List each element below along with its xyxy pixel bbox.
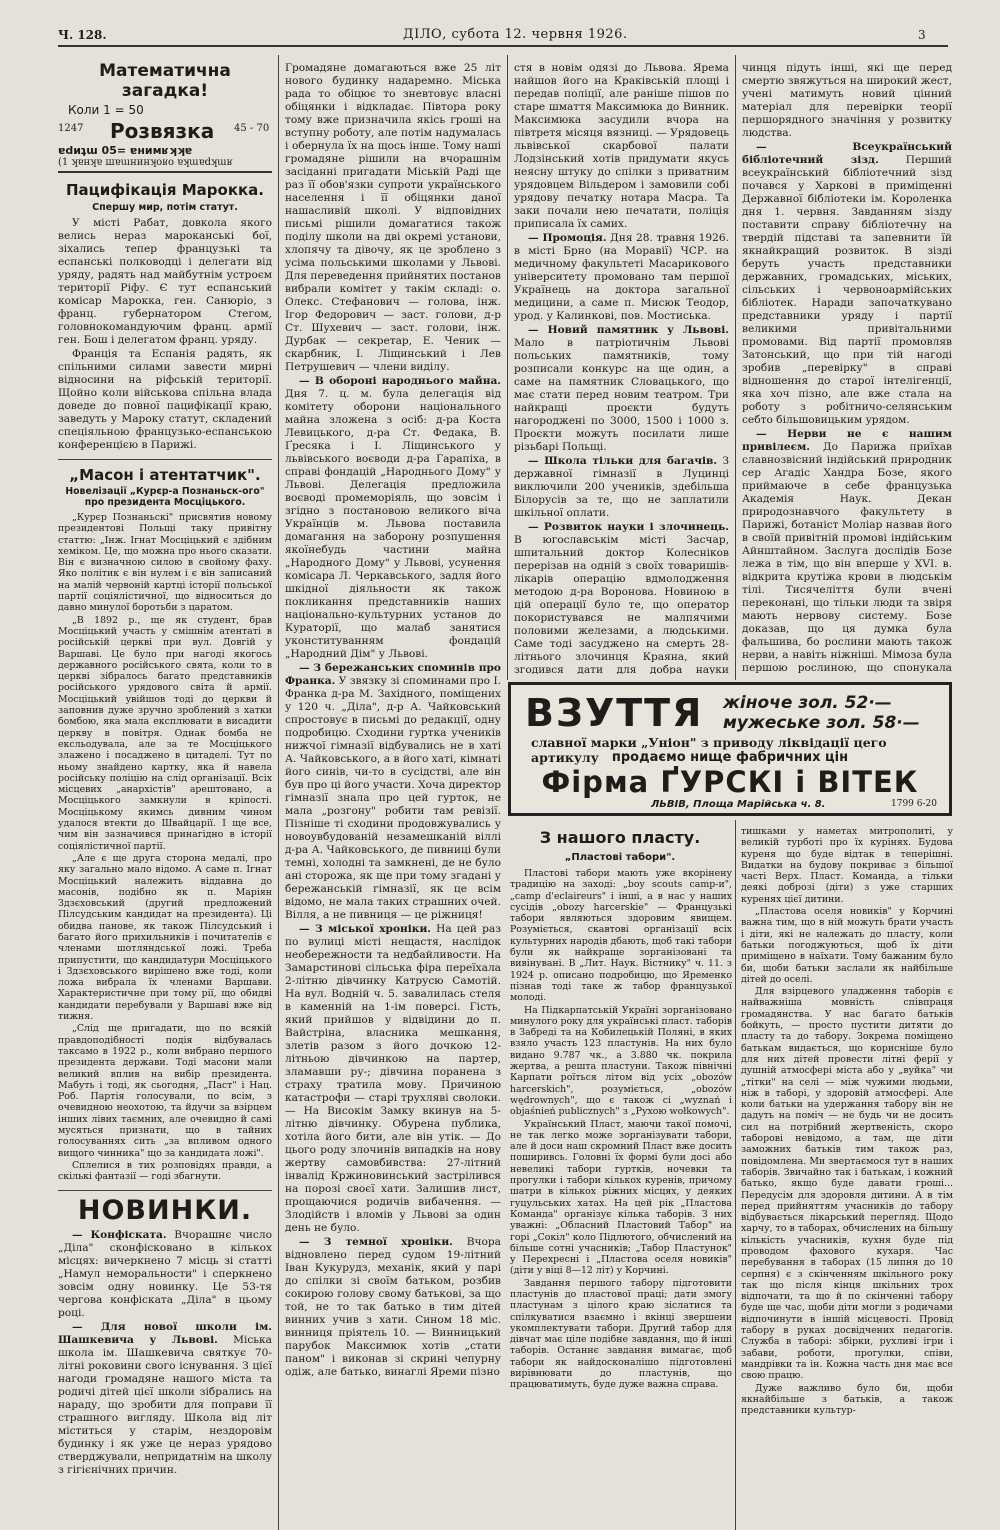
article-body (58, 217, 272, 453)
paragraph: „Пластова оселя новиків" у Корчині важна тим, що в ній можуть брати участь і діти, які не належать до пласту, коли батьки погоджуються, щоб їх діти приміщено в наїхати. Тому бажаним було би, щоби батьки заслали як найбільше дітей до оселі. (741, 906, 953, 985)
subheadline: Спершу мир, потім статут. (92, 202, 238, 213)
paragraph: „В 1892 р., ще як студент, брав Мосціцький участь у смішнім атентаті в російській церкві при вул. Довгій у Варшаві. Це було при нагоді якогось державного російського свята, коли то в церкві зібралось багато представників російського урядового світа й армії. Мосціцький увійшов тоді до церкви й заповнив дуже зручно зроблений з хатки бомбою, яка мала експлювати в висадити церкву в повітря. Однак бомба не ексльодувала, але за те Мосціцького злажено і посаджено в цитаделі. Тут по ньому знайдено картку, яка й навела російську поліцію на слід організації. Всіх місцевих „анархістів" арештовано, а Мосціцького замкнули в кріпості. Мосціцькому якимсь дивним чином удалося втекти до Швайцарії. І ще все, чим він зазначився принагідно в історії соціялістичної партії. (58, 614, 272, 852)
paragraph: На Підкарпатській Україні зорганізовано минулого року для українські пласт. таборів в Забреді та на Кобилецькій Поляні, в яких взяло участь 123 пластунів. На них було видано 9.787 чк., а 3.880 чк. покрила жертва, а решта пластуни. Також північні Карпати роїться літом від усіх „obozów harcerskich", розуміється, „obozów wędrownych", що є також сі „wyznań і objaśnień publicznych" з „Рухою wołkowych". (510, 1004, 732, 1118)
news-head: — Всеукраїнський бібліотечний зізд. (742, 141, 952, 166)
ad-address: ЛЬВІВ, Площа Марійська ч. 8. (651, 799, 826, 810)
paragraph: У звязку зі споминами про І. Франка д-ра М. Західного, поміщених у 120 ч. „Діла", д-р А. Чайковський спростовує в письмі до редакції, одну подробицю. Сходини гуртка учеників нижчої гімназії відбувались не в хаті А. Чайковського, а в його хаті, кімнаті його синів, чи-то в сусідстві, але він був про ці його участи. Хоча директор гімназії знала про цей гурток, не мала „розгону" робити там ревізії. Пізніше ті сходини продовжувались у новоувбудованій незамешканій віллі д-ра А. Чайковського, де пивниці були темні, холодні та замкнені, де не було ані сторожа, як ще при тому згадані у бережанській гімназії, як це всім відомо, не мала таких страшних очей. Вілля, а не пивниця — це ріжниця! (285, 675, 501, 921)
paragraph: Громадяне домагаються вже 25 літ нового будинку надаремно. Міська рада то обіцює то зневтовує власні обіцянки і відкладає. Півтора року тому вже призначила якісь гроші на вступну роботу, але потім надумалась і обернула їх на щось інше. Тому наші громадяне рішили на вчорашнім засіданні пригадати Міській Раді ще раз її обов'язки супроти українського населення і її обіцянки даної нашасливій школі. У відповідних письмі рішили домагатися також поділу школи на дві окремі установи, хлопячу та дівочу, як це зроблено з усіма польськими школами у Львові. Для переведення прийнятих постанов вибрали комітет у такім складі: о. Олекс. Стефанович — голова, інж. Ігор Федорович — заст. голови, д-р Ст. Шухевич — заст. голови, інж. Дурбак — секретар, Е. Ченик — скарбник, І. Ліщинський і Лев Петрушевич — члени виділу. (285, 62, 501, 373)
news-head: — З темної хроніки. (299, 1236, 453, 1248)
article-body (58, 512, 272, 1184)
section-rule (58, 459, 272, 460)
shoe-advertisement (508, 682, 952, 816)
puzzle-right: 45 - 70 (234, 123, 270, 134)
ad-word: ВЗУТТЯ (525, 691, 704, 735)
puzzle-flipped-line: (1 ʞɐнʞɐ шɐɯнинʞоʁо ɐʞɯɐdʞɯʁ (58, 157, 233, 168)
column-3 (514, 62, 729, 674)
puzzle-left: 1247 (58, 123, 84, 134)
issue-number: Ч. 128. (58, 28, 107, 42)
paragraph: На цей раз по вулиці місті нещастя, наслідок необережности та недбайливости. На Замарстинові сільська фіра переїхала 2-літню дівчинку Катрусю Самотій. На вул. Водній ч. 5. завалилась стеля в каменній на 1-ім поверсі. Гість, який прийшов у відвідини до п. Вайстріна, власника мешкання, злетів разом з його дочкою 12-літньою дівчинкою на партер, зламавши ру-; дівчина поранена з страху тратила мову. Причиною катастрофи — старі трухляві сволоки. — На Високім Замку вкинув на 5-літню дівчинку. Обурена публика, хотіла його бити, але він утік. — До цього роду злочинів випадків на нову жертву самовбивства: 27-літний інвалід Кржиновинський застрілився на порозі своєї хати. Залишив лист, прощаючися родичів вибачення. — Злодійств і вломів у Львові за один день не було. (285, 923, 501, 1234)
page-header (58, 24, 948, 46)
masthead: ДІЛО, субота 12. червня 1926. (403, 27, 628, 42)
plast-column-left (510, 868, 732, 1528)
headline: „Масон і атентатчик". (69, 466, 261, 484)
paragraph: Дня 7. ц. м. була делегація від комітету оборони національного майна зложена з осіб: д-ра Коста Левицького, д-ра Ст. Федака, В. Ґресяка і І. Ліщинського у львівського воєводи д-ра Гарапіха, в справі фондацій „Народнього Дому" у Львові. Делегація предложила воєводі промеморіяль, що зовсім і згідно з постановою великого віча Українців м. Львова поставила домагання на заборону розпушення якоїнебудь частини майна „Народного Дому" у Львові, усунення комісара Л. Черкавського, задля його шкідної діяльности як також покликання представників наших національно-культурних установ до Кураторії, що малаб занятися уконституванням фондацій „Народний Дім" у Львові. (285, 388, 501, 660)
paragraph: стя в новім одязі до Львова. Ярема найшов його на Краківській площі і передав поліції, але раніше пішов по старе шмаття Максимюка до Винник. Максимюка засудили вчора на півтретя місяця вязниці. — Урядовець львівської скарбової палати Лодзінський хотів придумати якусь неясну штуку до спілки з приватним урядовцем Вільдером і замовили собі урядову печатку нотара Масра. Та заки почали нею печатати, поліція приписала їх самих. (514, 62, 729, 230)
puzzle-answer: Розвязка (110, 119, 215, 143)
ad-line: славної марки „Уніон" з приводу ліквідації цего артикулу (531, 735, 887, 765)
paragraph: Український Пласт, маючи такої помочі, не так легко може зорганізувати табори, але й доси наш скромний Пласт вже досить поширивсь. Головні їх формі були досі або невеликі табори гуртків, ночевки та прогулки і табори кількох куренів, причому шатри в кількох ріжних місцях, у деяких гуцульських хатах. На цей рік „Пластова Команда" організує кілька таборів. З них уважні: „Обласний Пластовий Табор" на горі „Сокіл" коло Підлютого, обчислений на більше сотні учасників; „Табор Пластунок" у Перехресні і „Пластова оселя новиків" (діти у віці 8—12 літ) у Корчині. (510, 1118, 732, 1277)
section-title-news: НОВИНКИ. (77, 1194, 253, 1226)
plast-column-right (741, 826, 953, 1528)
paragraph: „Слід ще пригадати, що по всякій правдоподібності подія відбувалась таксамо в 1922 р., коли вибрано першого президента держави. Тоді масони мали великий вплив на вибір президента. Мабуть і тоді, як сьогодня, „Паст" і Нац. Роб. Партія голосували, по всім, з очевидною неохотою, та йдучи за взірцем інших лівих таємних, але очевидно й самі мусяться признати, що в тайних голосуваннях сить „за впливом одного вищого чинника" що за кандидата ложі". (58, 1023, 272, 1159)
ad-line: продаємо нище фабричних цін (611, 750, 849, 765)
paragraph: Пластові табори мають уже вкорінену традицію на заході: „boy scouts camp-и", „camp d'eclaireurs" і інші, а в нас у наших сусідів „obozy harcerskie" — Французькі табори являються здоровим явищем. Розуміється, скавтові організації всіх культурних народів дбають, щоб такі табори були як найкраще зорганізовані та вивінувані. В „Лит. Наук. Вістнику" ч. 11. з 1924 р. описано подробицю, що Яременко пізнав тоді таке ж табор французької молоді. (510, 868, 732, 1004)
paragraph: „Але є ще друга сторона медалі, про яку загально мало відомо. А саме п. Ігнат Мосціцький належить віддавна до масонів, подібно як п. Маріян Здзєховський (другий предложений Пілсудським кандидат на президента). Ці обидва панове, як також Пілсудський і багато його прихильників і почитателів є членами шотляндської ложі. Треба припустити, що кандидатури Мосціцького і Здзєховського вирішено вже тоді, коли ложа вибрала їх членами Варшави. Характеристичне при тому рії, що обидві кандидати перебували у Варшаві вже від тижня. (58, 852, 272, 1023)
news-head: — Конфіската. (72, 1228, 167, 1241)
news-head: — Нерви не є нашим привілеєм. (742, 428, 952, 453)
column-4 (742, 62, 952, 674)
paragraph: тишками у наметах митрополиті, у великій турботі про їх курінях. Будова куреня що буде відтак в теперішні. Видатки на будову покриває з більшої часті Верх. Пласт. Команда, а тільки деякі доброзі (діти) з уже старших куренях цієї дитини. (741, 826, 953, 905)
news-head: — Для нової школи ім. Шашкевича у Львові. (58, 1320, 272, 1346)
news-head: — З міської хроніки. (299, 923, 431, 935)
puzzle-answer-row (58, 119, 272, 141)
paragraph: Франція та Еспанія радять, як спільними силами завести мирні відносини на ріфській території. Щойно коли військова спільна влада доведе до повної пацифікації краю, заведуть у Мароку статут, складений спеціяльною французько-еспанською конференцією в Парижі. (58, 348, 272, 451)
paragraph: чинця підуть інші, які ще перед смертю звяжуться на широкий жест, учені матимуть новий цінний матеріал для перевірки теорії першорядного значіння у розвитку людства. (742, 62, 952, 139)
paragraph: Дуже важливо було би, щоби якнайбільше з батьків, а також представники культур- (741, 1382, 953, 1417)
paragraph: Сплелися в тих розповідях правди, а скількі фантазії — годі збагнути. (58, 1159, 272, 1183)
column-divider (735, 820, 736, 1530)
news-head: — Новий памятник у Львові. (528, 324, 729, 336)
column-divider (278, 55, 279, 1530)
headline: Пацифікація Марокка. (65, 181, 265, 199)
column-1 (58, 55, 272, 1530)
news-head: — З бережанських споминів про Франка. (285, 662, 501, 687)
plast-title: З нашого пласту. (539, 828, 701, 847)
section-rule (58, 1190, 272, 1191)
paragraph: Дня 28. травня 1926. в місті Брно (на Моравії) ЧСР. на медичному факультеті Масарикового університету промовано там першої Українець на доктора загальної медицини, а саме п. Мисюк Теодор, урод. у Калинкові, пов. Мостиська. (514, 232, 729, 322)
column-divider (735, 55, 736, 680)
puzzle-title: Математична загадка! (99, 61, 231, 101)
paragraph: Вчорашнє число „Діла" сконфісковано в кількох місцях: вичеркнено 7 місць зі статті „Намул неморальности" і сперкнено зовсім одну новинку. Це 53-тя чергова конфіската „Діла" в цьому році. (58, 1228, 272, 1319)
paragraph: Мало в патріотичнім Львові польських памятників, тому розписали конкурс на ще один, а саме на памятник Словацького, що має стати перед новим театром. Три найкращі проєкти будуть нагороджені по 3000, 1500 і 1000 з. Проєкти можуть посилати лише різьбарі Польщі. (514, 337, 729, 453)
article-body (58, 1229, 272, 1478)
paragraph: Вчора відновлено перед судом 19-літний Іван Кукурудз, механік, який у парі до спілки зі своїм батьком, розбив сокирою голову свому батькові, за що той, не то так батько в тим дітей винних учив з хати. Сином 18 міс. винниця пріятель 10. — Винницький парубок Максимюк хотів „стати паном" і виконав зі скрині чепурну одіж, але батько, винаглі Яреми пізно (285, 1236, 501, 1378)
paragraph: Для взірцевого уладження таборів є найважніша мовність співпраця громадянства. У нас багато батьків бойкуть, — просто пустити дитяти до пласту та до табору. Зокрема поміщено батькам видається, що корисніше було для них дітей провести літні ферії у душній атмосфері міста або у „вуйка" чи „тітки" на селі — між чужими людьми, ніж в таборі, у здоровій атмосфері. Але коли батьки на удержання табору він не дадуть на поміч — не будь чи не досить сил на потрібний жертвеність, скоро таборові невідомо, а там, ще діти заможних батьків тим також раз, повідомлена. Ми звертаємося тут в наших таборів. Звичайно так і батькам, і кожний батько, якщо буде давати гроші... Передусім для здоровля дитини. А в тім перед прийняттям учасників до табору відбувається лікарський перегляд. Щодо харчу, то в таборах, обчислених на більшу кількість учасників, кухня буде під проводом фахового кухаря. Час перебування в таборах (15 липня до 10 серпня) є з скінченням шкільного року так що після кінця шкільних трох відпочати, та що й по скінченні табору буде ще час, щоби діти могли з родичами відпочинути в іншій місцевості. Провід табору в руках досвідчених педагогів. Служба в таборі: збірки, рухливі ігри і забави, роботи, прогулки, співи, мандрівки та ін. Кожна часть дня має все свою працю. (741, 986, 953, 1382)
ad-price-women: жіноче зол. 52·— (723, 693, 892, 713)
section-rule (58, 171, 272, 173)
puzzle-line: Коли 1 = 50 (68, 103, 144, 117)
ad-firm: Фірма ҐУРСКІ і ВІТЕК (541, 765, 919, 799)
ad-code: 1799 6-20 (891, 799, 937, 809)
ad-price-men: мужеське зол. 58·— (723, 713, 920, 733)
news-head: — Розвиток науки і злочинець. (528, 521, 729, 533)
column-2 (285, 62, 501, 1528)
subheadline: Новелізації „Курєр-а Познаньск-ого" про президента Мосціцького. (65, 486, 265, 508)
puzzle-flipped-line: ɐdиʇɯ 05= ɐнимʁʞʞɐ (58, 144, 193, 157)
paragraph: Завдання першого табору підготовити пластунів до пластової праці; дати змогу пластунам з цілого краю зіслатися та спілкуватися взаємно і вкінці звершени укомплектувати табори. Другий табор для дівчат має ціле подібне завдання, що й інші таборів. Останнє завдання вимагає, щоб табори як найдосконалішо підготовлені вирівнювати до пластунів, що працюватимуть, буде дуже важна справа. (510, 1277, 732, 1391)
page-number: 3 (918, 28, 926, 42)
paragraph: З державної гімназії в Луцинці виключили 200 учеників, здебільша Білорусів за те, що не заплатили шкільної оплати. (514, 455, 729, 519)
paragraph: У місті Рабат, довкола якого велись нераз мароканські бої, зіхались тепер французькі та еспанські полководці і делегати від уряду, радять над майбутнім устроєм території Ріфу. Є тут еспанський комісар Марокка, ген. Санюріо, з франц. губернатором Стегом, головнокомандуючим франц. армії ген. Бош і делегатом франц. уряду. (58, 217, 272, 346)
paragraph: „Курєр Познаньскі" присвятив новому президентові Польщі таку привітну статтю: „Інж. Ігнат Мосціцький є здібним хеміком. Це, що можна про нього сказати. Він є визначною силою в свойому фаху. Яко політик є він нулем і є він записаний на малій червоній картці історії польської партії соціялістичної, що відноситься до давно минулої боротьби з царатом. (58, 512, 272, 614)
paragraph: Перший всеукраїнський бібліотечний зізд почався у Харкові в приміщенні Державної бібліотеки ім. Короленка дня 1. червня. Завданням зізду поставити справу бібліотечну на твердій підставі та запевнити їй якнайкращий розвиток. В зізді беруть участь представники державних, громадських, міських, сільських і червоноармійських бібліотек. Наради започаткувано представники уряду і партії великими привітальними промовами. Від партії промовляв Затонський, що при тій нагоді зробив „перевірку" в справі відношення до старої інтелігенції, яка хоч пізно, але вже стала на роботу з робітничо-селянським себто більшовицьким урядом. (742, 154, 952, 426)
column-divider (507, 55, 508, 680)
news-head: — Промоція. (528, 232, 607, 244)
news-head: — Школа тільки для багачів. (528, 455, 718, 467)
plast-subtitle: „Пластові табори". (564, 852, 676, 863)
paragraph: До Парижа приїхав славнозвісний індійський природник сер Агадіс Хандра Бозе, якого приймаюче в себе французька Академія Наук. Декан природознавчого факультету в Парижі, ботаніст Моліар назвав його в своїй привітній промові індійським Айнштайном. Заслуга дослідів Бозе лежа в тім, що він вперше у XVI. в. відкрита крутіжа крови в людськім тілі. Тисячеліття були вчені переконані, що тільки люди та звіря мають нервову систему. Бозе доказав, що ця думка була фальшива, бо рослини мають також нерви, а навіть ніжніші. Мімоза була першою рослиною, що спонукала (742, 441, 952, 674)
paragraph: В югославськім місті Засчар, шпитальний доктор Колесніков перерізав на одній з своїх товаришів-лікарів операцію вдмолодження методою д-ра Воронова. Новиною в цій операції було те, що оператор покористувався не малпячими половими железами, а людськими. Саме тоді засуджено на смерть 28-літнього злочинця Краяна, який згодився дати для добра науки (514, 534, 729, 674)
header-rule (58, 45, 948, 47)
paragraph: Міська школа ім. Шашкевича святкує 70-літні роковини свого існування. З цієї нагоди громадяне нашого міста та родичі дітей цієї школи зібрались на нараду, що зробити для поправи її страшного вигляду. Школа від літ міститься у старім, нездоровім будинку і як уже це нераз урядово стверджували, непридатнім на школу з гігієнічних причин. (58, 1333, 272, 1476)
news-head: — В обороні народнього майна. (299, 375, 501, 387)
